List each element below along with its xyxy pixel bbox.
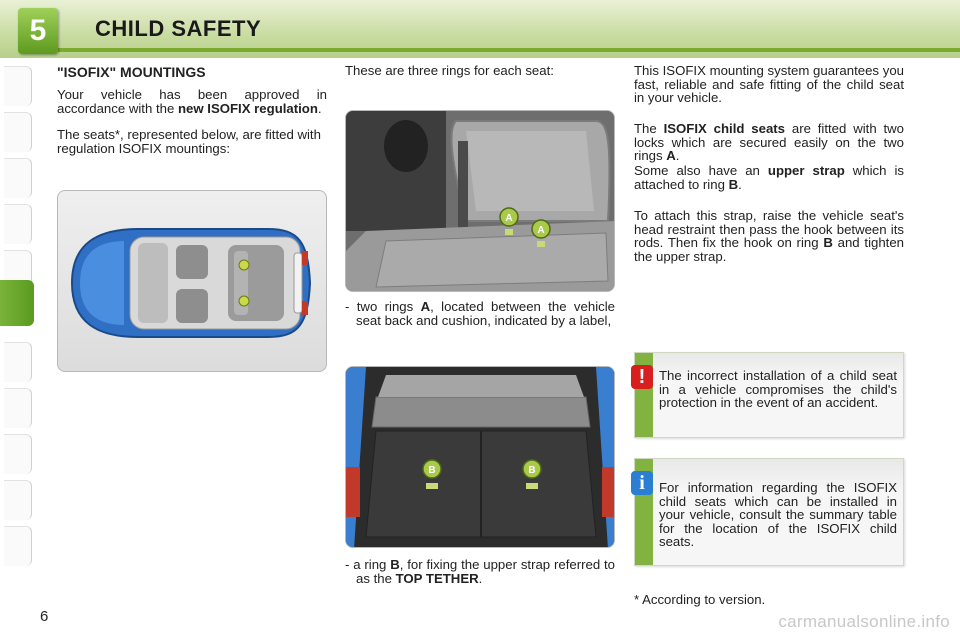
side-tab-8[interactable] [4, 388, 32, 428]
paragraph-text-mid: which is attached to ring [634, 163, 904, 192]
intro-bold: new ISOFIX regulation [177, 100, 318, 116]
paragraph-text: To attach this strap, raise the vehicle seat's head restraint then pass the hook between its rods. Then fix the hook on ring [634, 208, 904, 250]
warning-icon: ! [631, 365, 653, 389]
intro-end: . [317, 100, 322, 116]
info-text: For information regarding the ISOFIX child seats which can be installed in your vehicle, consult the summary table for the location of the ISOFIX child seats. [659, 480, 897, 549]
chapter-title: CHILD SAFETY [95, 16, 262, 41]
seats-paragraph: The seats*, represented below, are fitted with regulation ISOFIX mountings: [57, 127, 321, 156]
car-top-view-image [57, 190, 327, 372]
list-item-text: - two rings [345, 299, 421, 314]
list-item-text-end: , located between the vehicle seat back and cushion, indicated by a label, [356, 299, 615, 328]
seat-rings-a-illustration [346, 111, 615, 292]
paragraph-text-end: and tighten the upper strap. [634, 235, 904, 264]
side-tab-10[interactable] [4, 480, 32, 520]
ring-a-letter: A [420, 299, 431, 314]
ring-b-letter: B [728, 176, 739, 192]
side-tab-3[interactable] [4, 158, 32, 198]
paragraph-text-mid: are fitted with two locks which are secured easily on the two rings [634, 121, 905, 163]
side-tab-9[interactable] [4, 434, 32, 474]
upper-strap-paragraph [634, 164, 904, 191]
info-icon: i [631, 471, 653, 495]
side-tab-active[interactable] [0, 280, 34, 326]
seat-rings-a-image [345, 110, 615, 292]
ring-b-label-1: B [428, 465, 436, 476]
isofix-child-seats-term: ISOFIX child seats [663, 121, 786, 136]
list-item-rings-a [345, 300, 615, 327]
paragraph-text-end: . [738, 176, 742, 192]
list-item-text: - a ring [345, 557, 391, 572]
chapter-number-badge: 5 [18, 8, 58, 54]
top-tether-term: TOP TETHER [395, 570, 479, 586]
watermark-text: carmanualsonline.info [778, 612, 950, 631]
rings-intro: These are three rings for each seat: [345, 63, 554, 78]
system-paragraph: This ISOFIX mounting system guarantees you fast, reliable and safe fitting of the child seat in your vehicle. [634, 63, 904, 105]
side-tab-2[interactable] [4, 112, 32, 152]
ring-a-letter: A [666, 148, 676, 163]
warning-text: The incorrect installation of a child seat in a vehicle compromises the child's protection in the event of an accident. [659, 368, 897, 410]
page-number: 6 [40, 608, 49, 625]
ring-b-letter: B [390, 557, 400, 572]
side-tab-1[interactable] [4, 66, 32, 106]
list-item-ring-b [345, 558, 615, 585]
child-seats-paragraph [634, 122, 904, 163]
boot-ring-b-illustration [346, 367, 615, 548]
side-tab-4[interactable] [4, 204, 32, 244]
ring-a-label-1: A [505, 213, 513, 224]
header-underline [58, 48, 960, 52]
list-item-text-end: . [478, 570, 483, 586]
upper-strap-term: upper strap [767, 163, 845, 178]
intro-paragraph [57, 88, 327, 115]
attach-strap-paragraph [634, 209, 904, 263]
ring-b-label-2: B [528, 465, 536, 476]
section-title: "ISOFIX" MOUNTINGS [57, 64, 206, 80]
ring-a-label-2: A [537, 225, 545, 236]
ring-b-letter: B [823, 235, 833, 250]
warning-box [634, 352, 904, 438]
side-chapter-tabs [0, 66, 34, 574]
footnote: * According to version. [634, 592, 766, 607]
paragraph-text: Some also have an [634, 163, 768, 178]
boot-ring-b-image [345, 366, 615, 548]
intro-text: Your vehicle has been approved in accordance with the [57, 87, 327, 116]
side-tab-7[interactable] [4, 342, 32, 382]
paragraph-text-end: . [675, 148, 680, 163]
list-item-text-mid: , for fixing the upper strap referred to as the [356, 557, 615, 586]
info-box [634, 458, 904, 566]
side-tab-11[interactable] [4, 526, 32, 566]
car-top-view-illustration [58, 191, 327, 372]
paragraph-text: The [634, 121, 664, 136]
